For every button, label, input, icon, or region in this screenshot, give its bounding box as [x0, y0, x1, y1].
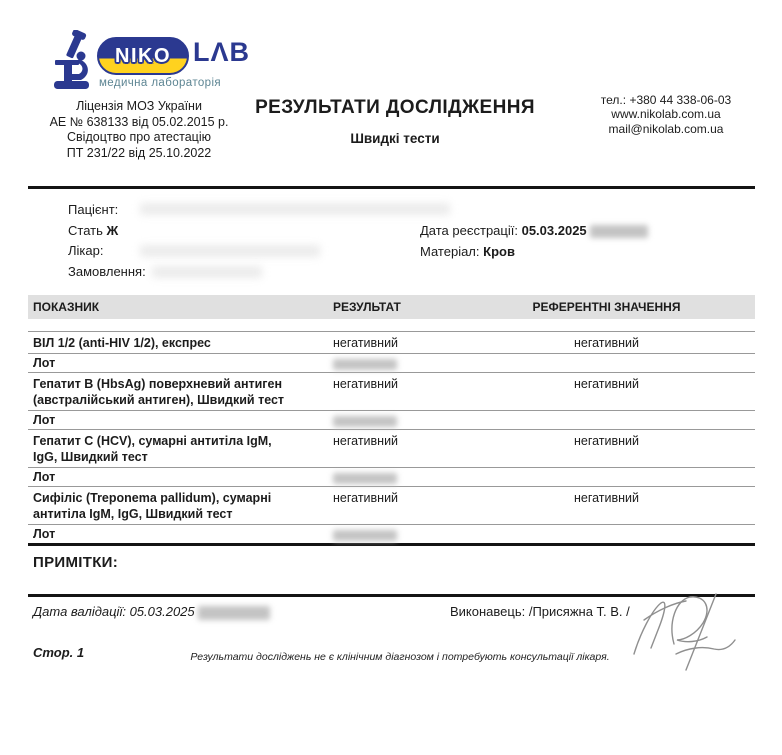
redacted-lot-value [333, 416, 397, 427]
lot-row [28, 410, 755, 429]
lot-value-cell [333, 412, 458, 428]
material-label: Матеріал: [420, 243, 480, 259]
order-label: Замовлення: [68, 263, 146, 279]
results-table-body [28, 331, 755, 546]
contact-block [568, 94, 764, 137]
phone-number: тел.: +380 44 338-06-03 [600, 93, 732, 107]
test-reference: негативний [573, 491, 640, 505]
lot-label: Лот [33, 527, 56, 541]
results-table-header [28, 295, 755, 319]
test-row [28, 429, 755, 467]
test-result: негативний [333, 336, 399, 350]
registration-date-row [420, 221, 648, 242]
redacted-patient-name [140, 203, 450, 215]
lot-row [28, 467, 755, 486]
niko-badge [97, 37, 189, 75]
test-reference: негативний [573, 336, 640, 350]
document-title: РЕЗУЛЬТАТИ ДОСЛІДЖЕННЯ [255, 97, 535, 118]
sex-label: Стать [68, 222, 103, 238]
lot-value-cell [333, 469, 458, 485]
license-line-4: ПТ 231/22 від 25.10.2022 [66, 145, 212, 160]
lot-reference-cell [458, 355, 755, 371]
lot-row [28, 524, 755, 543]
lab-text: LΛB [193, 37, 250, 67]
patient-label: Пацієнт: [68, 202, 119, 217]
test-reference: негативний [573, 434, 640, 448]
registration-date-value: 05.03.2025 [521, 223, 587, 238]
notes-heading: ПРИМІТКИ: [33, 554, 119, 571]
test-result: негативний [333, 491, 399, 505]
lot-value-cell [333, 355, 458, 371]
test-reference: негативний [573, 377, 640, 391]
niko-text: NIKO [115, 44, 171, 67]
license-line-3: Свідоцтво про атестацію [67, 130, 211, 144]
lot-reference-cell [458, 526, 755, 542]
brand-tagline: медична лабораторія [99, 77, 222, 89]
redacted-doctor-name [140, 245, 320, 257]
title-block [248, 97, 542, 146]
registration-date-label: Дата реєстрації: [420, 223, 518, 238]
material-row [420, 242, 648, 263]
redacted-lot-value [333, 473, 397, 484]
sex-row [68, 221, 146, 242]
test-name: Гепатит C (HCV), сумарні антитіла IgM, IgG, Швидкий тест [33, 434, 272, 464]
patient-info-block [68, 200, 146, 282]
redacted-order-number [152, 266, 262, 278]
redacted-lot-value [333, 530, 397, 541]
lot-label: Лот [33, 356, 56, 370]
website-url: www.nikolab.com.ua [611, 106, 721, 121]
validation-date-label: Дата валідації: [33, 604, 126, 619]
sex-value: Ж [106, 222, 119, 238]
document-subtitle: Швидкі тести [350, 131, 440, 146]
test-result: негативний [333, 434, 399, 448]
test-row [28, 486, 755, 524]
lot-reference-cell [458, 412, 755, 428]
test-name: Гепатит B (HbsAg) поверхневий антиген (австралійський антиген), Швидкий тест [33, 377, 285, 407]
disclaimer-text: Результати досліджень не є клінічним діагнозом і потребують консультації лікаря. [190, 651, 610, 663]
redacted-registration-time [590, 225, 648, 238]
lot-label: Лот [33, 413, 56, 427]
test-name: ВІЛ 1/2 (anti-HIV 1/2), експрес [33, 336, 211, 350]
nikolab-logo [53, 28, 253, 94]
page-number: Стор. 1 [33, 645, 85, 660]
header-reference: РЕФЕРЕНТНІ ЗНАЧЕННЯ [532, 300, 681, 314]
redacted-lot-value [333, 359, 397, 370]
license-line-2: АЕ № 638133 від 05.02.2015 р. [49, 114, 229, 129]
test-result: негативний [333, 377, 399, 391]
license-block [30, 99, 248, 161]
doctor-label: Лікар: [68, 243, 104, 258]
lot-value-cell [333, 526, 458, 542]
lot-row [28, 353, 755, 372]
microscope-icon [53, 30, 97, 94]
doctor-row [68, 241, 146, 262]
validation-date-value: 05.03.2025 [129, 604, 195, 619]
email-address: mail@nikolab.com.ua [608, 122, 724, 136]
validation-row [33, 604, 270, 620]
results-table [28, 295, 755, 546]
test-name: Сифіліс (Treponema pallidum), сумарні антитіла IgM, IgG, Швидкий тест [33, 491, 272, 521]
test-row [28, 331, 755, 353]
license-line-1: Ліцензія МОЗ України [76, 99, 202, 113]
material-value: Кров [483, 243, 515, 259]
registration-block [420, 221, 648, 262]
header-result: РЕЗУЛЬТАТ [333, 300, 401, 314]
patient-row [68, 200, 146, 221]
redacted-validation-time [198, 606, 270, 620]
lot-label: Лот [33, 470, 56, 484]
order-row [68, 262, 146, 283]
header-indicator: ПОКАЗНИК [33, 300, 100, 314]
lot-reference-cell [458, 469, 755, 485]
executor-line: Виконавець: /Присяжна Т. В. / [450, 604, 630, 619]
header-divider-rule [28, 186, 755, 189]
test-row [28, 372, 755, 410]
